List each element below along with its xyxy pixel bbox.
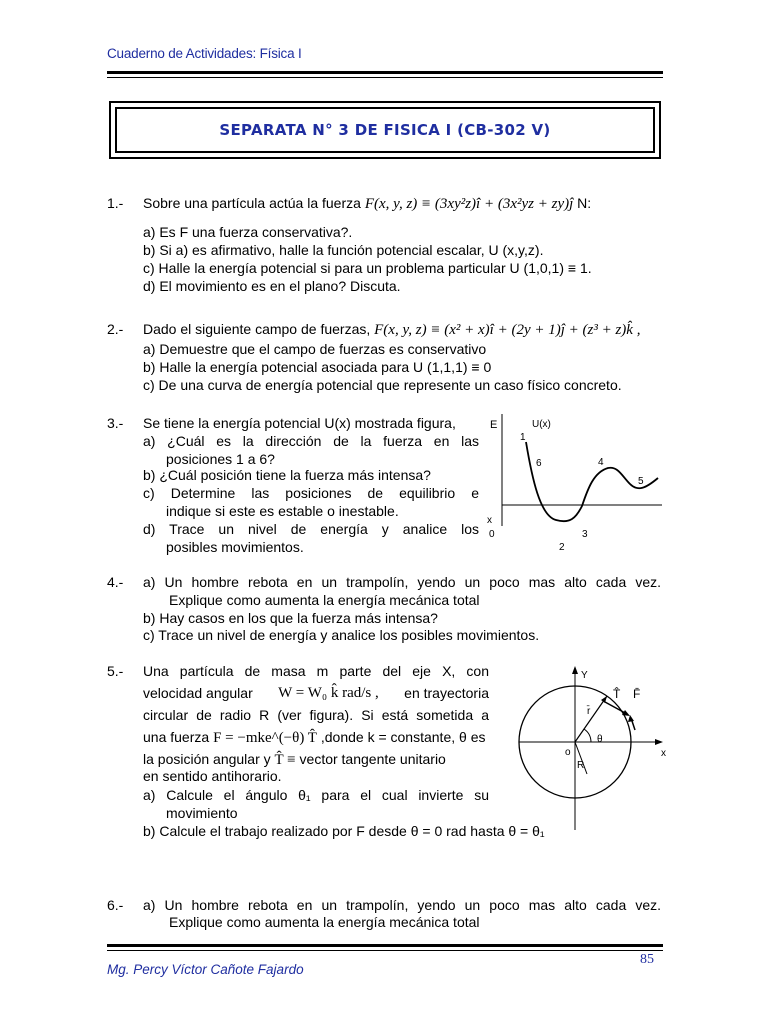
x-label: x xyxy=(487,515,492,526)
q4-line-3: c) Trace un nivel de energía y analice los posibles movimientos. xyxy=(143,627,540,643)
q4-line-0: a) Un hombre rebota en un trampolín, yendo un poco mas alto cada vez. xyxy=(143,574,661,590)
q4-line-1: Explique como aumenta la energía mecánica total xyxy=(169,592,480,608)
point-3-label: 3 xyxy=(582,529,588,540)
ux-label: U(x) xyxy=(532,419,551,430)
header-rule-thin xyxy=(107,77,663,78)
y-axis-arrow xyxy=(572,666,578,674)
q2-stem xyxy=(143,320,640,339)
q6-number: 6.- xyxy=(107,897,124,913)
q5-line-5a: la posición angular y xyxy=(143,751,271,767)
header-rule-thick xyxy=(107,71,663,74)
theta-label: θ xyxy=(597,734,603,745)
tangent-vector-head xyxy=(622,710,630,716)
q5-line-4b: ,donde k = constante, θ es xyxy=(320,729,486,745)
tangent-label: T̂ xyxy=(613,687,621,701)
q1-number: 1.- xyxy=(107,195,124,211)
q5-item-a: a) Calcule el ángulo θ₁ para el cual invierte su xyxy=(143,787,489,803)
q3-line-5: indique si este es estable o inestable. xyxy=(166,503,399,519)
q1-stem xyxy=(143,194,591,213)
q5-force-formula: F = −mke^(−θ) T̂ xyxy=(213,730,317,746)
page-number: 85 xyxy=(640,952,654,967)
point-4-label: 4 xyxy=(598,457,604,468)
footer-author: Mg. Percy Víctor Cañote Fajardo xyxy=(107,962,304,977)
q2-item-c: c) De una curva de energía potencial que represente un caso físico concreto. xyxy=(143,377,622,393)
q3-number: 3.- xyxy=(107,415,124,431)
q1-stem-text: Sobre una partícula actúa la fuerza xyxy=(143,195,361,211)
angle-arc xyxy=(584,729,591,742)
position-vector-label: r̄ xyxy=(587,706,591,717)
q5-line-4a: una fuerza xyxy=(143,729,210,745)
q1-item-c: c) Halle la energía potencial si para un problema particular U (1,0,1) ≡ 1. xyxy=(143,260,592,276)
x-axis-label: x xyxy=(661,748,666,759)
q4-line-2: b) Hay casos en los que la fuerza más intensa? xyxy=(143,610,438,626)
radius-label: R xyxy=(577,760,585,771)
origin-label: 0 xyxy=(489,529,495,540)
q3-line-2: posiciones 1 a 6? xyxy=(166,451,275,467)
title-box xyxy=(109,101,661,159)
q5-line-2b: en trayectoria xyxy=(404,685,489,701)
q5-line-2 xyxy=(143,684,489,702)
q2-number: 2.- xyxy=(107,321,124,337)
q2-formula: F(x, y, z) ≡ (x² + x)î + (2y + 1)ĵ + (z³ + z)k̂ , xyxy=(374,322,641,338)
q5-line-4 xyxy=(143,728,485,747)
q1-item-d: d) El movimiento es en el plano? Discuta. xyxy=(143,278,401,294)
q3-line-7: posibles movimientos. xyxy=(166,539,304,555)
q5-omega-formula: W = W₀ k̂ rad/s , xyxy=(278,685,379,701)
document-title: SEPARATA N° 3 DE FISICA I (CB-302 V) xyxy=(219,121,551,139)
point-2-label: 2 xyxy=(559,542,565,553)
q1-item-b: b) Si a) es afirmativo, halle la función potencial escalar, U (x,y,z). xyxy=(143,242,544,258)
q2-stem-text: Dado el siguiente campo de fuerzas, xyxy=(143,321,371,337)
q6-line-2: Explique como aumenta la energía mecánica total xyxy=(169,914,480,930)
q3-line-1: a) ¿Cuál es la dirección de la fuerza en las xyxy=(143,433,479,449)
footer-rule-thin xyxy=(107,950,663,951)
q2-item-b: b) Halle la energía potencial asociada para U (1,1,1) ≡ 0 xyxy=(143,359,492,375)
q1-formula: F(x, y, z) ≡ (3xy²z)î + (3x²yz + zy)ĵ xyxy=(364,196,574,212)
q5-line-1: Una partícula de masa m parte del eje X, con xyxy=(143,663,489,679)
force-vector-head xyxy=(628,715,634,722)
origin-o-label: o xyxy=(565,747,571,758)
q3-line-3: b) ¿Cuál posición tiene la fuerza más intensa? xyxy=(143,467,431,483)
q3-line-0: Se tiene la energía potencial U(x) mostrada figura, xyxy=(143,415,456,431)
e-label: E xyxy=(490,419,498,431)
q5-line-3: circular de radio R (ver figura). Si está sometida a xyxy=(143,707,489,723)
q5-line-6: en sentido antihorario. xyxy=(143,768,282,784)
x-axis-arrow xyxy=(655,739,663,745)
potential-energy-figure xyxy=(484,408,668,558)
force-label: F̄ xyxy=(633,687,641,701)
q1-unit: N: xyxy=(577,195,592,211)
footer-rule-thick xyxy=(107,944,663,947)
point-1-label: 1 xyxy=(520,432,526,443)
q4-number: 4.- xyxy=(107,574,124,590)
q5-line-5b: vector tangente unitario xyxy=(299,751,446,767)
q5-line-2a: velocidad angular xyxy=(143,685,253,701)
q5-tangent-symbol: T̂ ≡ xyxy=(274,752,296,768)
circular-motion-figure xyxy=(515,662,675,842)
q1-item-a: a) Es F una fuerza conservativa?. xyxy=(143,224,353,240)
running-header: Cuaderno de Actividades: Física I xyxy=(107,46,302,61)
q5-item-b: b) Calcule el trabajo realizado por F desde θ = 0 rad hasta θ = θ₁ xyxy=(143,823,545,839)
q2-item-a: a) Demuestre que el campo de fuerzas es conservativo xyxy=(143,341,487,357)
q5-item-a2: movimiento xyxy=(166,805,238,821)
y-label: Y xyxy=(581,670,588,681)
q5-number: 5.- xyxy=(107,663,124,679)
q6-line-1: a) Un hombre rebota en un trampolín, yendo un poco mas alto cada vez. xyxy=(143,897,661,913)
point-6-label: 6 xyxy=(536,458,542,469)
q3-line-4: c) Determine las posiciones de equilibrio e xyxy=(143,485,479,501)
point-5-label: 5 xyxy=(638,476,644,487)
q3-line-6: d) Trace un nivel de energía y analice los xyxy=(143,521,479,537)
